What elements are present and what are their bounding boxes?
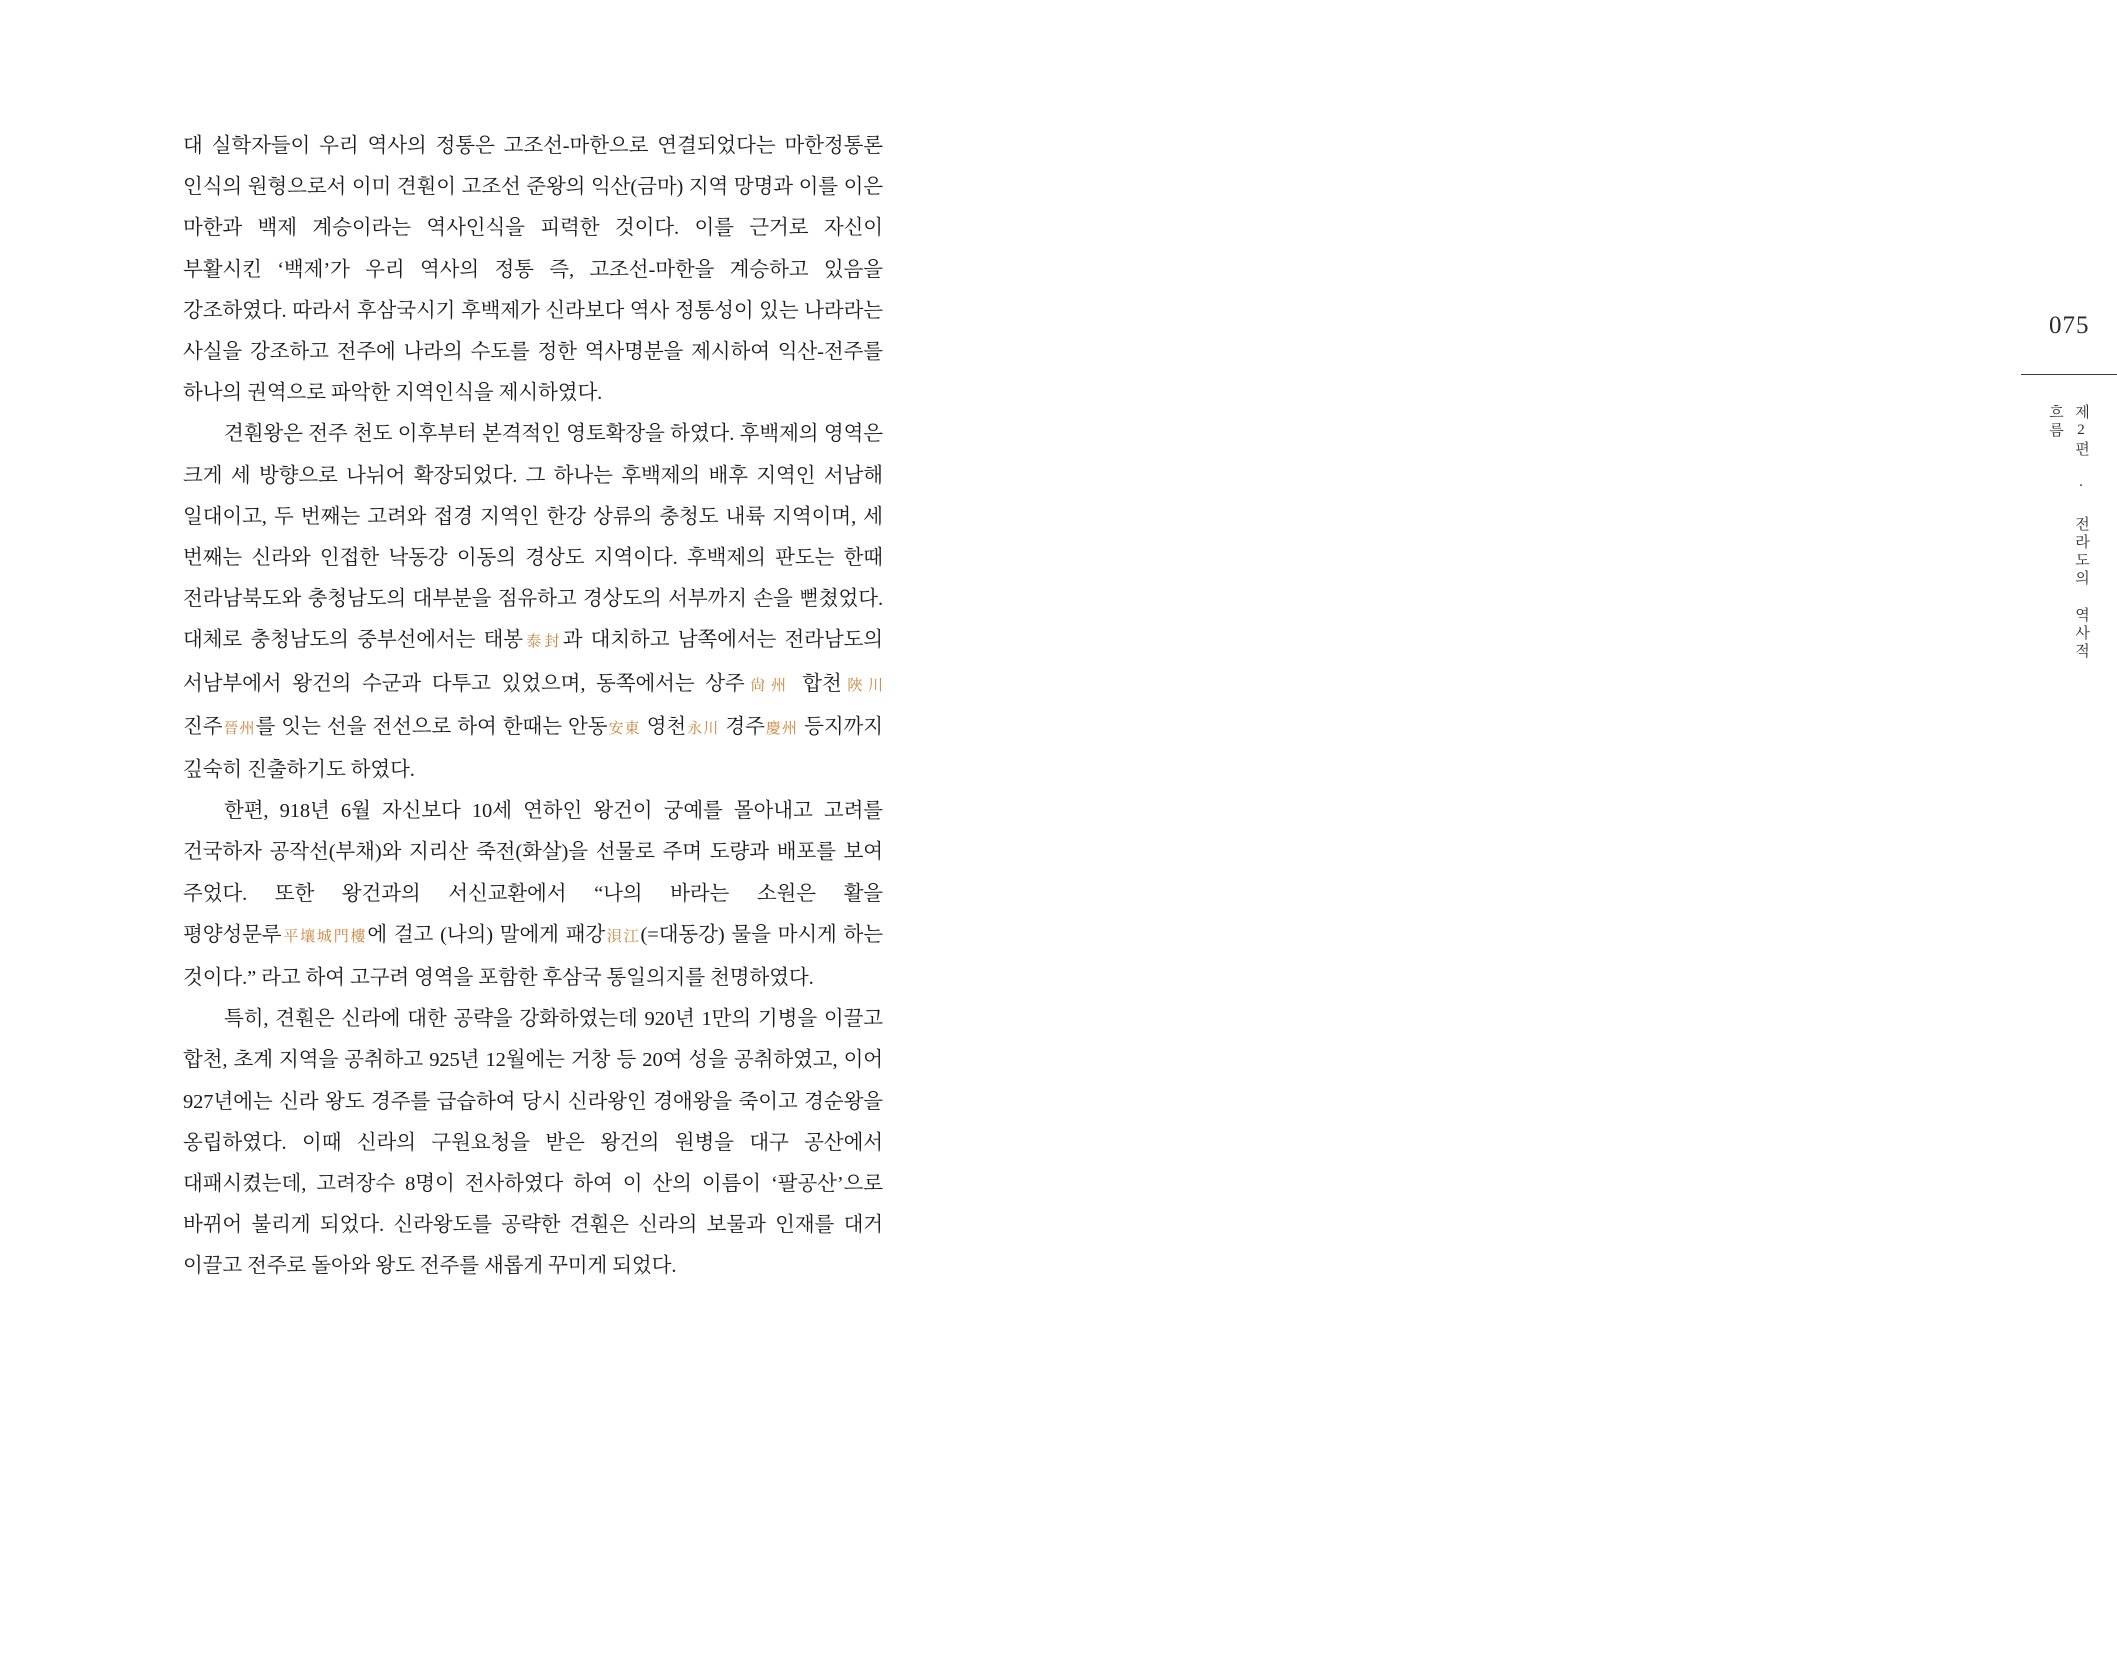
hanja-gloss: 平壤城門樓	[281, 928, 368, 945]
text-run: 를 잇는 선을 전선으로 하여 한때는 안동	[255, 715, 608, 738]
hanja-gloss: 陜川	[841, 677, 883, 694]
hanja-gloss: 慶州	[764, 720, 799, 737]
text-run: 특히, 견훤은 신라에 대한 공략을 강화하였는데 920년 1만의 기병을 이끌고 합천, 초계 지역을 공취하고 925년 12월에는 거창 등 20여 성을 공취하였고, 이어 927년에는 신라 왕도 경주를 급습하여 당시 신라왕인 경애왕을 죽이고 경순왕을 옹립하였다. 이때 신라의 구원요청을 받은 왕건의 원병을 대구 공산에서 대패시켰는데, 고려장수 8명이 전사하였다 하여 이 산의 이름이 ‘팔공산’으로 바뀌어 불리게 되었다. 신라왕도를 공략한 견훤은 신라의 보물과 인재를 대거 이끌고 전주로 돌아와 왕도 전주를 새롭게 꾸미게 되었다.	[183, 1008, 883, 1278]
hanja-gloss: 浿江	[605, 928, 641, 945]
hanja-gloss: 永川	[686, 720, 720, 737]
text-run: 과 대치하고 남쪽에서는 전라남도의 서남부에서 왕건의 수군과 다투고 있었으며, 동쪽에서는 상주	[183, 629, 883, 695]
body-paragraph	[183, 791, 883, 999]
text-run: 진주	[183, 715, 223, 738]
running-head: 제2편 · 전라도의 역사적 흐름	[2047, 404, 2089, 661]
hanja-gloss: 泰封	[523, 634, 563, 651]
body-paragraph	[183, 414, 883, 791]
text-run: 경주	[719, 715, 765, 738]
text-run: (=대동강) 물을 마시게 하는 것이다.” 라고 하여 고구려 영역을 포함한 후삼국 통일의지를 천명하였다.	[183, 923, 883, 990]
text-run: 에 걸고 (나의) 말에게 패강	[367, 923, 606, 946]
hanja-gloss: 尙州	[744, 677, 792, 694]
hanja-gloss: 晉州	[222, 720, 256, 737]
text-run: 한편, 918년 6월 자신보다 10세 연하인 왕건이 궁예를 몰아내고 고려를 건국하자 공작선(부채)와 지리산 죽전(화살)을 선물로 주며 도량과 배포를 보여 주었다. 또한 왕건과의 서신교환에서 “나의 바라는 소원은 활을 평양성문루	[183, 800, 883, 946]
text-run: 등지까지 깊숙히 진출하기도 하였다.	[183, 715, 883, 782]
text-run: 견훤왕은 전주 천도 이후부터 본격적인 영토확장을 하였다. 후백제의 영역은 크게 세 방향으로 나뉘어 확장되었다. 그 하나는 후백제의 배후 지역인 서남해 일대이고, 두 번째는 고려와 접경 지역인 한강 상류의 충청도 내륙 지역이며, 세 번째는 신라와 인접한 낙동강 이동의 경상도 지역이다. 후백제의 판도는 한때 전라남북도와 충청남도의 대부분을 점유하고 경상도의 서부까지 손을 뻗쳤었다. 대체로 충청남도의 중부선에서는 태봉	[183, 423, 883, 652]
body-paragraph	[183, 126, 883, 414]
page-number: 075	[2049, 312, 2090, 339]
body-paragraph	[183, 999, 883, 1287]
text-run: 영천	[640, 715, 687, 738]
body-text-column	[183, 126, 883, 1288]
text-run: 대 실학자들이 우리 역사의 정통은 고조선-마한으로 연결되었다는 마한정통론 인식의 원형으로서 이미 견훤이 고조선 준왕의 익산(금마) 지역 망명과 이를 이은 마한과 백제 계승이라는 역사인식을 피력한 것이다. 이를 근거로 자신이 부활시킨 ‘백제’가 우리 역사의 정통 즉, 고조선-마한을 계승하고 있음을 강조하였다. 따라서 후삼국시기 후백제가 신라보다 역사 정통성이 있는 나라라는 사실을 강조하고 전주에 나라의 수도를 정한 역사명분을 제시하여 익산-전주를 하나의 권역으로 파악한 지역인식을 제시하였다.	[183, 135, 883, 405]
folio-divider	[2021, 374, 2117, 375]
hanja-gloss: 安東	[607, 720, 641, 737]
text-run: 합천	[791, 672, 842, 695]
page-sidebar	[997, 0, 2090, 1680]
